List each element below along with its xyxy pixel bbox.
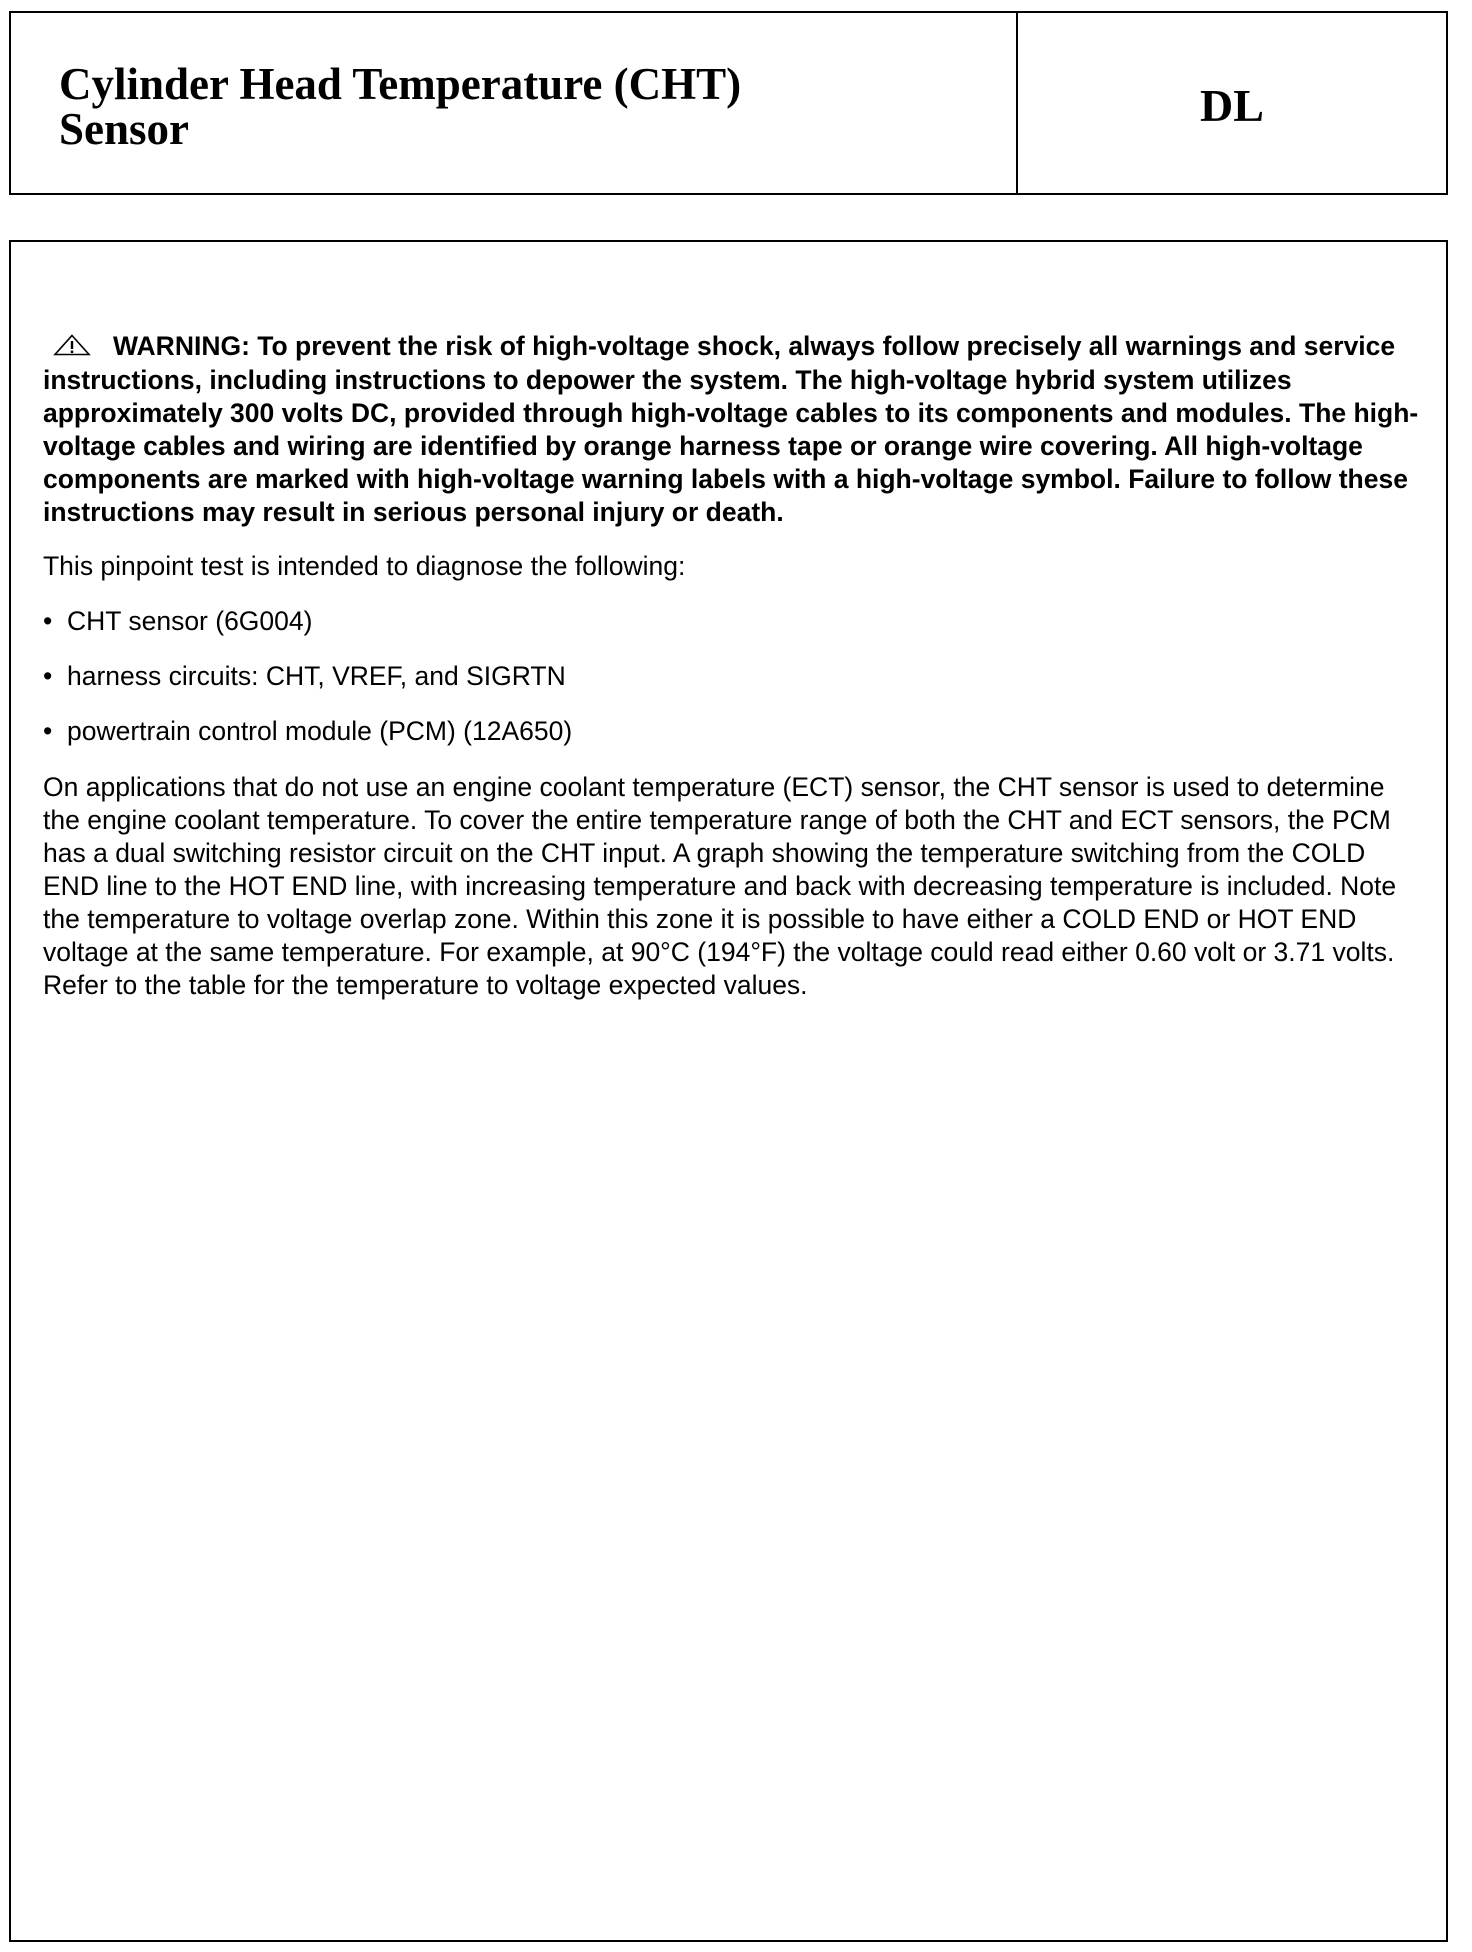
- diagnosis-list: [43, 605, 1424, 748]
- title-line-1: Cylinder Head Temperature (CHT): [59, 59, 742, 109]
- list-item: • powertrain control module (PCM) (12A650): [43, 716, 573, 746]
- warning-text: WARNING: To prevent the risk of high-voltage shock, always follow precisely all warnings and service instructions, including instructions to depower the system. The high-voltage hybrid system utilizes approximately 300 volts DC, provided through high-voltage cables to its components and modules. The high-voltage cables and wiring are identified by orange harness tape or orange wire covering. All high-voltage components are marked with high-voltage warning labels with a high-voltage symbol. Failure to follow these instructions may result in serious personal injury or death.: [43, 331, 1419, 527]
- list-item-text: powertrain control module (PCM) (12A650): [67, 716, 573, 746]
- warning-triangle-icon: [53, 331, 91, 364]
- list-item: • harness circuits: CHT, VREF, and SIGRTN: [43, 661, 566, 691]
- title-line-2: Sensor: [59, 104, 190, 154]
- page-title: [11, 13, 1018, 193]
- list-item-text: CHT sensor (6G004): [67, 606, 313, 636]
- warning-block: [43, 330, 1424, 529]
- intro-text: This pinpoint test is intended to diagnose the following:: [43, 551, 686, 581]
- section-code: DL: [1200, 79, 1264, 131]
- list-item: • CHT sensor (6G004): [43, 606, 313, 636]
- header-box: [9, 11, 1448, 195]
- body-paragraph: On applications that do not use an engine coolant temperature (ECT) sensor, the CHT sensor is used to determine the engine coolant temperature. To cover the entire temperature range of both the CHT and ECT sensors, the PCM has a dual switching resistor circuit on the CHT input. A graph showing the temperature switching from the COLD END line to the HOT END line, with increasing temperature and back with decreasing temperature is included. Note the temperature to voltage overlap zone. Within this zone it is possible to have either a COLD END or HOT END voltage at the same temperature. For example, at 90°C (194°F) the voltage could read either 0.60 volt or 3.71 volts. Refer to the table for the temperature to voltage expected values.: [43, 772, 1397, 1000]
- content-box: [9, 240, 1448, 1942]
- list-item-text: harness circuits: CHT, VREF, and SIGRTN: [67, 661, 566, 691]
